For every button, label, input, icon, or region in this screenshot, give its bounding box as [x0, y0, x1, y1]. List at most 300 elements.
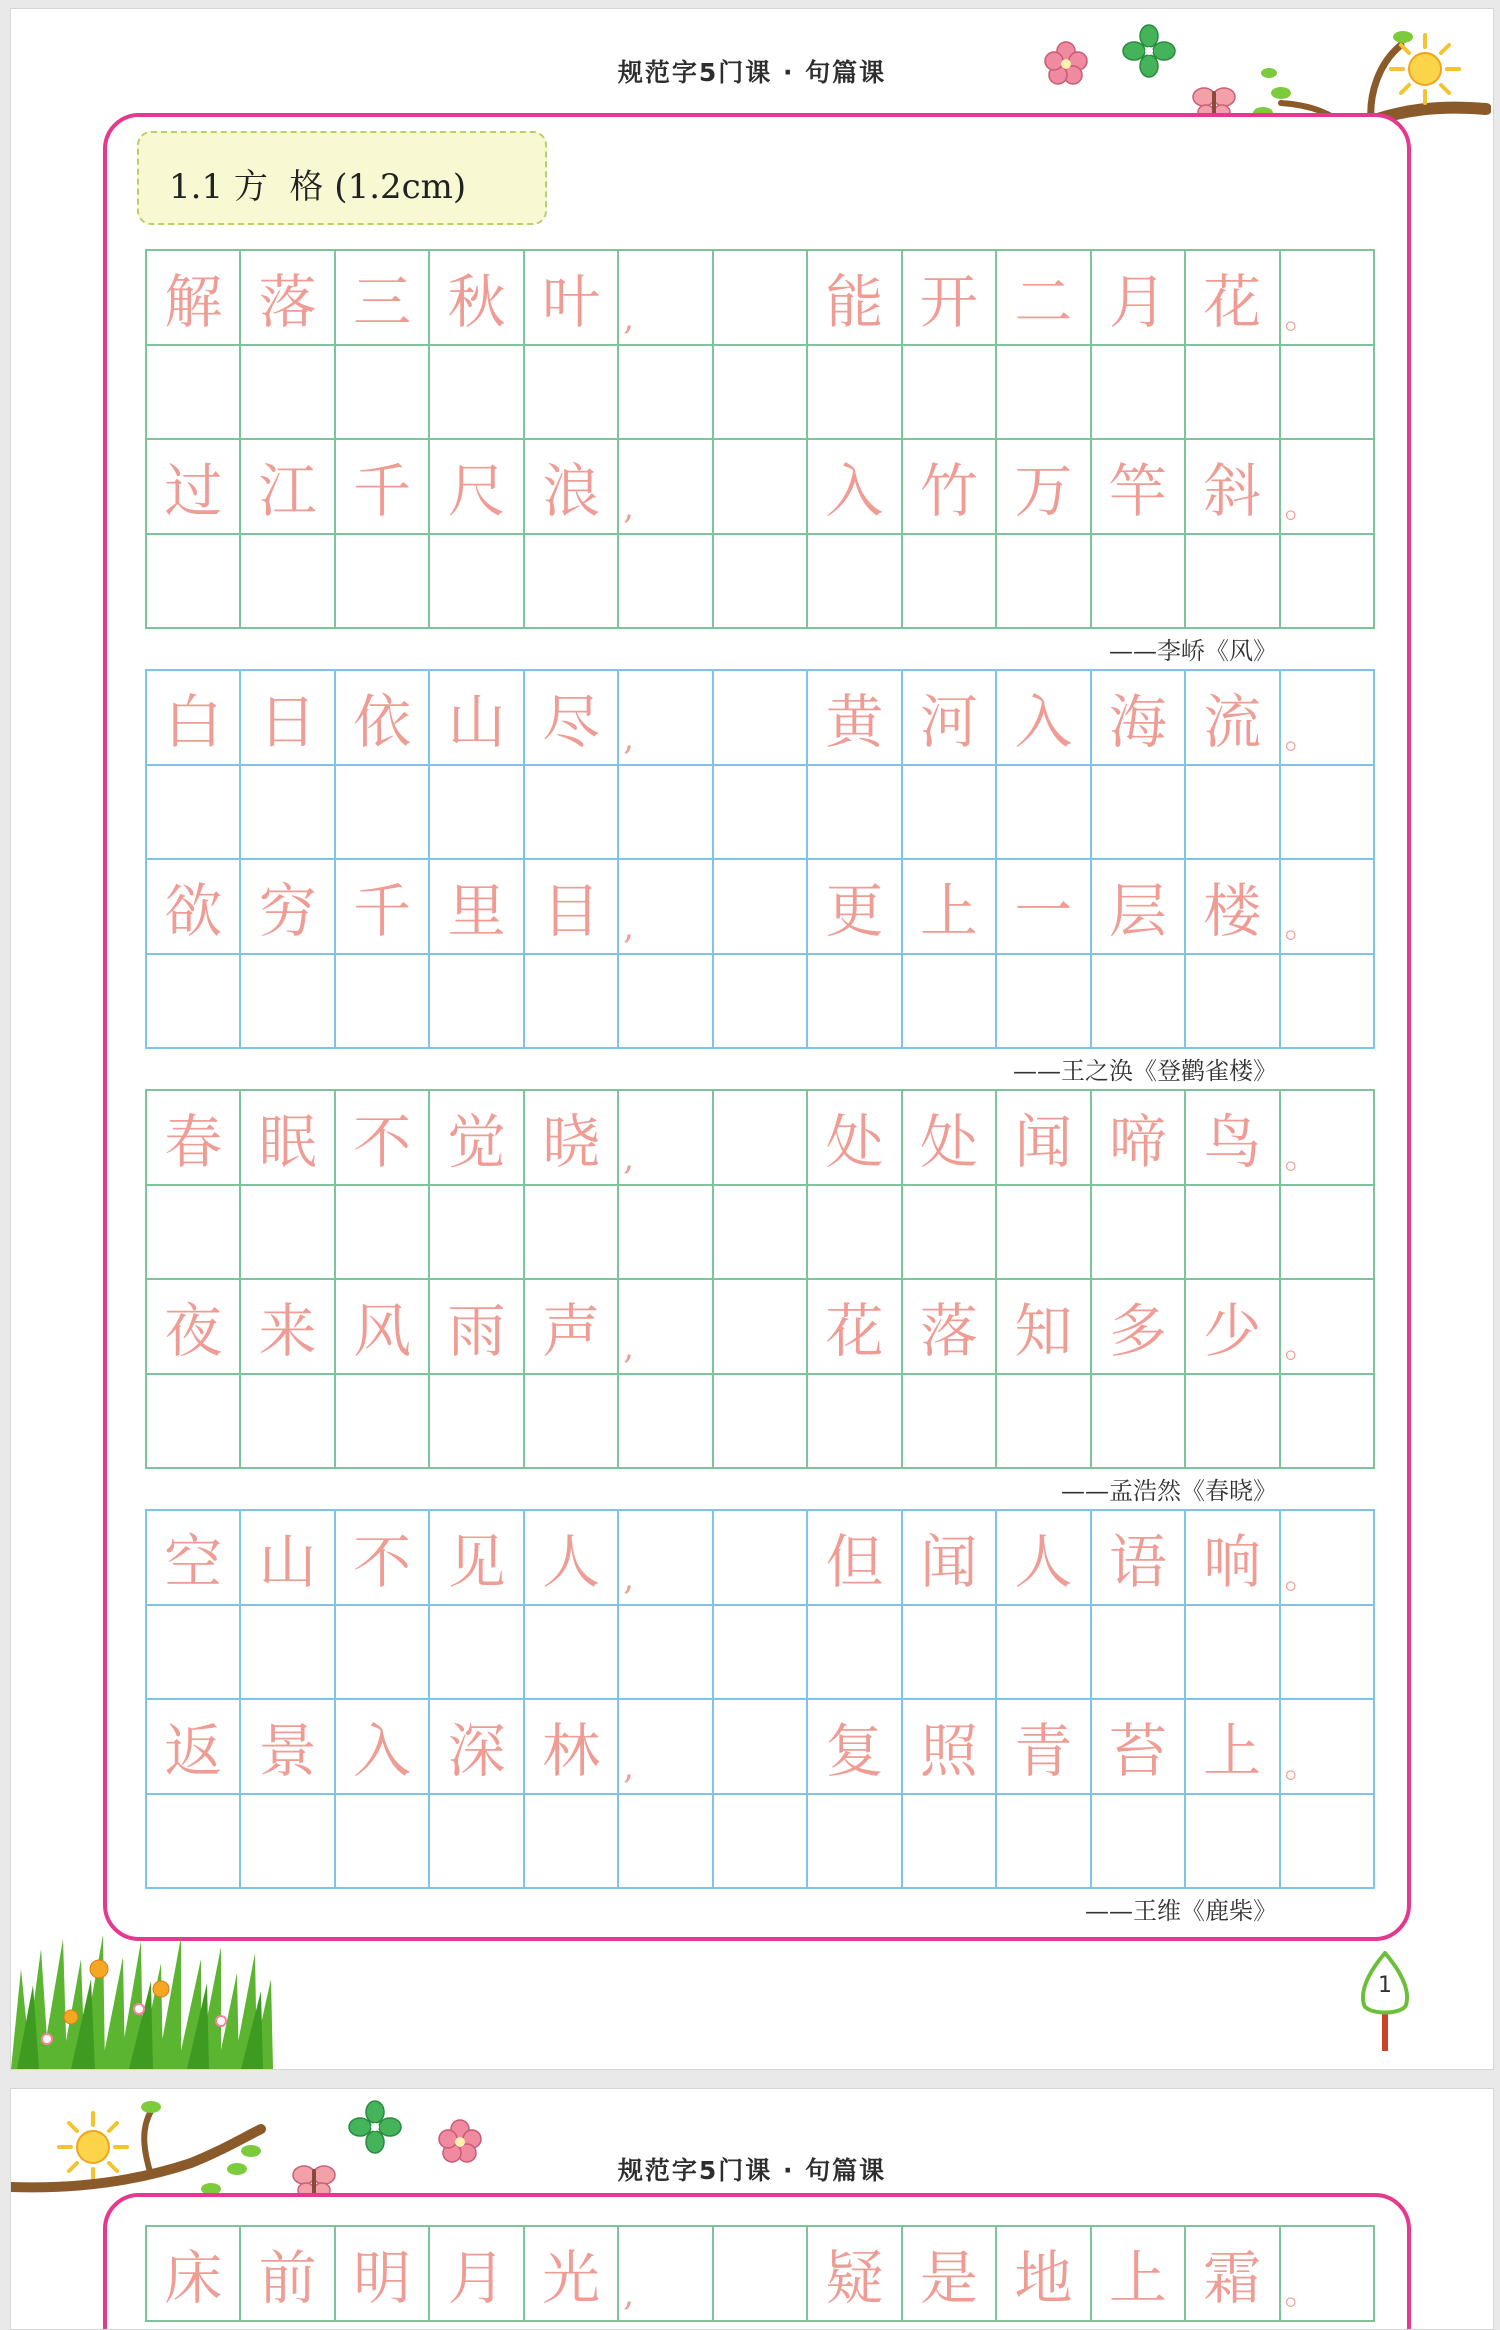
practice-cell[interactable] — [714, 1795, 808, 1890]
practice-cell[interactable] — [147, 251, 241, 346]
trace-character: 闻 — [919, 1528, 978, 1597]
trace-character — [714, 1700, 806, 1793]
practice-cell[interactable] — [714, 2227, 808, 2322]
trace-character: 来 — [258, 1297, 317, 1366]
practice-cell[interactable] — [1281, 955, 1375, 1050]
practice-cell[interactable] — [336, 2227, 430, 2322]
page-header-title: 规范字5门课 · 句篇课 — [617, 58, 887, 87]
trace-character: , — [623, 486, 635, 527]
practice-cell[interactable] — [903, 1606, 997, 1701]
practice-cell[interactable] — [997, 671, 1091, 766]
trace-character: 穷 — [258, 877, 317, 946]
trace-character: 。 — [1284, 1325, 1319, 1366]
practice-cell[interactable] — [1186, 1795, 1280, 1890]
clover-icon — [1121, 23, 1177, 79]
practice-cell[interactable] — [619, 346, 713, 441]
trace-character: 花 — [1203, 268, 1262, 337]
grass-icon — [11, 1929, 281, 2069]
practice-cell[interactable] — [619, 1795, 713, 1890]
practice-cell[interactable] — [1092, 1795, 1186, 1890]
practice-cell[interactable] — [1281, 1511, 1375, 1606]
trace-character: 。 — [1284, 1136, 1319, 1177]
practice-cell[interactable] — [525, 955, 619, 1050]
trace-character: 入 — [353, 1717, 412, 1786]
practice-cell[interactable] — [336, 1375, 430, 1470]
practice-cell[interactable] — [1186, 346, 1280, 441]
practice-cell[interactable] — [147, 955, 241, 1050]
practice-cell[interactable] — [241, 440, 335, 535]
practice-cell[interactable] — [1092, 766, 1186, 861]
practice-cell[interactable] — [147, 671, 241, 766]
trace-character: 日 — [258, 688, 317, 757]
trace-character: 觉 — [447, 1108, 506, 1177]
practice-cell[interactable] — [147, 1375, 241, 1470]
practice-cell[interactable] — [336, 346, 430, 441]
practice-cell[interactable] — [430, 860, 524, 955]
practice-cell[interactable] — [147, 860, 241, 955]
trace-character: 入 — [825, 457, 884, 526]
practice-cell[interactable] — [525, 1091, 619, 1186]
practice-cell[interactable] — [903, 251, 997, 346]
practice-cell[interactable] — [714, 955, 808, 1050]
trace-character: 景 — [258, 1717, 317, 1786]
practice-cell[interactable] — [430, 1700, 524, 1795]
practice-cell[interactable] — [1186, 671, 1280, 766]
practice-cell[interactable] — [1281, 671, 1375, 766]
practice-cell[interactable] — [997, 346, 1091, 441]
practice-cell[interactable] — [1092, 955, 1186, 1050]
trace-character: 明 — [353, 2244, 412, 2313]
practice-cell[interactable] — [619, 1606, 713, 1701]
practice-cell[interactable] — [1186, 440, 1280, 535]
practice-cell[interactable] — [430, 671, 524, 766]
practice-cell[interactable] — [808, 2227, 902, 2322]
trace-character: 是 — [919, 2244, 978, 2313]
practice-cell[interactable] — [1281, 766, 1375, 861]
trace-character: 海 — [1108, 688, 1167, 757]
practice-cell[interactable] — [430, 1375, 524, 1470]
practice-cell[interactable] — [808, 346, 902, 441]
practice-cell[interactable] — [1092, 1511, 1186, 1606]
practice-cell[interactable] — [997, 1186, 1091, 1281]
practice-cell[interactable] — [808, 671, 902, 766]
writing-grid-poem-5 — [145, 2225, 1375, 2322]
tree-icon — [1356, 1951, 1414, 2051]
practice-cell[interactable] — [1092, 1091, 1186, 1186]
practice-cell[interactable] — [525, 251, 619, 346]
practice-cell[interactable] — [241, 1280, 335, 1375]
practice-cell[interactable] — [336, 766, 430, 861]
practice-cell[interactable] — [714, 535, 808, 630]
practice-cell[interactable] — [714, 1375, 808, 1470]
trace-character: 鸟 — [1203, 1108, 1262, 1177]
practice-cell[interactable] — [1092, 535, 1186, 630]
practice-cell[interactable] — [903, 1091, 997, 1186]
trace-character: 但 — [825, 1528, 884, 1597]
practice-cell[interactable] — [903, 1375, 997, 1470]
practice-cell[interactable] — [241, 1091, 335, 1186]
trace-character: 月 — [447, 2244, 506, 2313]
practice-cell[interactable] — [336, 860, 430, 955]
practice-cell[interactable] — [619, 1511, 713, 1606]
practice-cell[interactable] — [336, 251, 430, 346]
trace-character — [714, 1511, 806, 1604]
practice-cell[interactable] — [430, 1511, 524, 1606]
trace-character: 千 — [353, 457, 412, 526]
practice-cell[interactable] — [1092, 1186, 1186, 1281]
practice-cell[interactable] — [336, 1795, 430, 1890]
practice-cell[interactable] — [241, 2227, 335, 2322]
practice-cell[interactable] — [336, 1280, 430, 1375]
practice-cell[interactable] — [997, 860, 1091, 955]
practice-cell[interactable] — [241, 1511, 335, 1606]
trace-character: 人 — [542, 1528, 601, 1597]
trace-character: 欲 — [164, 877, 223, 946]
practice-cell[interactable] — [430, 955, 524, 1050]
practice-cell[interactable] — [1186, 860, 1280, 955]
practice-cell[interactable] — [1281, 2227, 1375, 2322]
practice-cell[interactable] — [147, 440, 241, 535]
practice-cell[interactable] — [1186, 955, 1280, 1050]
writing-grid-poem-2 — [145, 669, 1375, 1049]
trace-character: 眠 — [258, 1108, 317, 1177]
practice-cell[interactable] — [241, 1375, 335, 1470]
practice-cell[interactable] — [1281, 1280, 1375, 1375]
practice-cell[interactable] — [997, 1606, 1091, 1701]
practice-cell[interactable] — [336, 1606, 430, 1701]
trace-character: 处 — [919, 1108, 978, 1177]
practice-cell[interactable] — [525, 1186, 619, 1281]
practice-cell[interactable] — [997, 955, 1091, 1050]
practice-cell[interactable] — [1186, 1280, 1280, 1375]
practice-cell[interactable] — [808, 1795, 902, 1890]
practice-cell[interactable] — [997, 1795, 1091, 1890]
practice-cell[interactable] — [525, 1511, 619, 1606]
trace-character: 苔 — [1108, 1717, 1167, 1786]
practice-cell[interactable] — [619, 860, 713, 955]
practice-cell[interactable] — [241, 1606, 335, 1701]
poem-attribution: ——孟浩然《春晓》 — [1061, 1477, 1277, 1505]
practice-cell[interactable] — [808, 766, 902, 861]
trace-character: 二 — [1014, 268, 1073, 337]
practice-cell[interactable] — [525, 766, 619, 861]
practice-cell[interactable] — [714, 440, 808, 535]
practice-cell[interactable] — [430, 346, 524, 441]
practice-cell[interactable] — [147, 1091, 241, 1186]
practice-cell[interactable] — [997, 1375, 1091, 1470]
practice-cell[interactable] — [997, 440, 1091, 535]
practice-cell[interactable] — [714, 1511, 808, 1606]
trace-character: 山 — [447, 688, 506, 757]
practice-cell[interactable] — [1186, 1375, 1280, 1470]
practice-cell[interactable] — [147, 535, 241, 630]
practice-cell[interactable] — [619, 2227, 713, 2322]
practice-cell[interactable] — [1092, 251, 1186, 346]
practice-cell[interactable] — [808, 1280, 902, 1375]
practice-cell[interactable] — [619, 766, 713, 861]
practice-cell[interactable] — [1092, 1700, 1186, 1795]
trace-character: 秋 — [447, 268, 506, 337]
trace-character: 。 — [1284, 716, 1319, 757]
practice-cell[interactable] — [525, 2227, 619, 2322]
practice-cell[interactable] — [808, 440, 902, 535]
practice-cell[interactable] — [1186, 251, 1280, 346]
practice-cell[interactable] — [1092, 860, 1186, 955]
trace-character: , — [623, 1137, 635, 1178]
practice-cell[interactable] — [336, 1091, 430, 1186]
practice-cell[interactable] — [619, 1091, 713, 1186]
practice-cell[interactable] — [903, 1280, 997, 1375]
practice-cell[interactable] — [1186, 1186, 1280, 1281]
trace-character: 千 — [353, 877, 412, 946]
trace-character — [714, 2227, 806, 2320]
practice-cell[interactable] — [336, 1186, 430, 1281]
practice-cell[interactable] — [241, 955, 335, 1050]
practice-cell[interactable] — [147, 2227, 241, 2322]
practice-cell[interactable] — [241, 535, 335, 630]
practice-cell[interactable] — [430, 1795, 524, 1890]
practice-cell[interactable] — [714, 766, 808, 861]
practice-cell[interactable] — [808, 1091, 902, 1186]
practice-cell[interactable] — [997, 1091, 1091, 1186]
practice-cell[interactable] — [1186, 766, 1280, 861]
practice-cell[interactable] — [808, 1700, 902, 1795]
practice-cell[interactable] — [430, 440, 524, 535]
practice-cell[interactable] — [903, 346, 997, 441]
practice-cell[interactable] — [808, 1511, 902, 1606]
practice-cell[interactable] — [714, 251, 808, 346]
practice-cell[interactable] — [1186, 535, 1280, 630]
trace-character: 啼 — [1108, 1108, 1167, 1177]
practice-cell[interactable] — [525, 346, 619, 441]
trace-character: 山 — [258, 1528, 317, 1597]
trace-character: 解 — [164, 268, 223, 337]
trace-character — [714, 671, 806, 764]
practice-cell[interactable] — [619, 671, 713, 766]
practice-cell[interactable] — [714, 1280, 808, 1375]
practice-cell[interactable] — [241, 251, 335, 346]
practice-cell[interactable] — [1092, 1280, 1186, 1375]
trace-character: , — [623, 2273, 635, 2314]
practice-cell[interactable] — [808, 251, 902, 346]
trace-character: 响 — [1203, 1528, 1262, 1597]
trace-character: 。 — [1284, 2272, 1319, 2313]
practice-cell[interactable] — [147, 346, 241, 441]
practice-cell[interactable] — [903, 2227, 997, 2322]
practice-cell[interactable] — [430, 1186, 524, 1281]
practice-cell[interactable] — [1281, 860, 1375, 955]
flower-icon — [1041, 39, 1091, 89]
practice-cell[interactable] — [525, 1700, 619, 1795]
practice-cell[interactable] — [1092, 1606, 1186, 1701]
trace-character: 上 — [919, 877, 978, 946]
practice-cell[interactable] — [1281, 1795, 1375, 1890]
trace-character — [714, 1091, 806, 1184]
trace-character — [714, 251, 806, 344]
page-number-badge — [1356, 1951, 1414, 2051]
trace-character: 过 — [164, 457, 223, 526]
practice-cell[interactable] — [241, 860, 335, 955]
practice-cell[interactable] — [903, 766, 997, 861]
practice-cell[interactable] — [714, 1091, 808, 1186]
trace-character: 竹 — [919, 457, 978, 526]
practice-cell[interactable] — [619, 1280, 713, 1375]
practice-cell[interactable] — [241, 1700, 335, 1795]
practice-cell[interactable] — [336, 671, 430, 766]
practice-cell[interactable] — [1092, 440, 1186, 535]
trace-character — [714, 860, 806, 953]
practice-cell[interactable] — [147, 1606, 241, 1701]
practice-cell[interactable] — [1186, 1511, 1280, 1606]
trace-character: 更 — [825, 877, 884, 946]
practice-cell[interactable] — [430, 535, 524, 630]
trace-character: 开 — [919, 268, 978, 337]
practice-cell[interactable] — [714, 1700, 808, 1795]
practice-cell[interactable] — [997, 1280, 1091, 1375]
practice-cell[interactable] — [1281, 1700, 1375, 1795]
practice-cell[interactable] — [808, 860, 902, 955]
trace-character: 能 — [825, 268, 884, 337]
practice-cell[interactable] — [997, 1511, 1091, 1606]
trace-character: 叶 — [542, 268, 601, 337]
practice-cell[interactable] — [336, 440, 430, 535]
practice-cell[interactable] — [1281, 1186, 1375, 1281]
practice-cell[interactable] — [525, 535, 619, 630]
practice-cell[interactable] — [619, 1186, 713, 1281]
practice-cell[interactable] — [430, 1091, 524, 1186]
practice-cell[interactable] — [903, 671, 997, 766]
practice-cell[interactable] — [430, 2227, 524, 2322]
practice-cell[interactable] — [241, 1186, 335, 1281]
trace-character: 人 — [1014, 1528, 1073, 1597]
practice-cell[interactable] — [997, 251, 1091, 346]
practice-cell[interactable] — [1092, 671, 1186, 766]
practice-cell[interactable] — [714, 346, 808, 441]
practice-cell[interactable] — [525, 671, 619, 766]
practice-cell[interactable] — [619, 251, 713, 346]
practice-cell[interactable] — [336, 1511, 430, 1606]
practice-cell[interactable] — [903, 535, 997, 630]
practice-cell[interactable] — [714, 1606, 808, 1701]
practice-cell[interactable] — [430, 251, 524, 346]
practice-cell[interactable] — [619, 535, 713, 630]
trace-character: , — [623, 717, 635, 758]
practice-cell[interactable] — [336, 535, 430, 630]
practice-cell[interactable] — [1186, 2227, 1280, 2322]
practice-cell[interactable] — [1092, 346, 1186, 441]
practice-cell[interactable] — [147, 1280, 241, 1375]
practice-cell[interactable] — [903, 1795, 997, 1890]
practice-cell[interactable] — [336, 955, 430, 1050]
practice-cell[interactable] — [1092, 2227, 1186, 2322]
page-header-title: 规范字5门课 · 句篇课 — [617, 2156, 887, 2185]
trace-character: 。 — [1284, 1745, 1319, 1786]
practice-cell[interactable] — [1281, 1091, 1375, 1186]
practice-cell[interactable] — [1186, 1700, 1280, 1795]
practice-cell[interactable] — [430, 766, 524, 861]
practice-cell[interactable] — [147, 1511, 241, 1606]
practice-cell[interactable] — [808, 535, 902, 630]
practice-cell[interactable] — [997, 535, 1091, 630]
practice-cell[interactable] — [1281, 251, 1375, 346]
practice-cell[interactable] — [430, 1280, 524, 1375]
practice-cell[interactable] — [997, 766, 1091, 861]
trace-character: 疑 — [825, 2244, 884, 2313]
practice-cell[interactable] — [808, 1186, 902, 1281]
practice-cell[interactable] — [997, 1700, 1091, 1795]
practice-cell[interactable] — [714, 671, 808, 766]
practice-cell[interactable] — [1092, 1375, 1186, 1470]
practice-cell[interactable] — [147, 1700, 241, 1795]
practice-cell[interactable] — [336, 1700, 430, 1795]
practice-cell[interactable] — [619, 440, 713, 535]
trace-character: 知 — [1014, 1297, 1073, 1366]
practice-cell[interactable] — [1281, 1375, 1375, 1470]
practice-cell[interactable] — [241, 671, 335, 766]
practice-cell[interactable] — [903, 955, 997, 1050]
practice-cell[interactable] — [525, 1795, 619, 1890]
practice-cell[interactable] — [525, 1375, 619, 1470]
practice-cell[interactable] — [430, 1606, 524, 1701]
practice-cell[interactable] — [1281, 346, 1375, 441]
practice-cell[interactable] — [147, 1795, 241, 1890]
practice-cell[interactable] — [525, 860, 619, 955]
trace-character: 夜 — [164, 1297, 223, 1366]
practice-cell[interactable] — [903, 860, 997, 955]
practice-cell[interactable] — [147, 1186, 241, 1281]
practice-cell[interactable] — [1281, 535, 1375, 630]
practice-cell[interactable] — [903, 1511, 997, 1606]
trace-character: , — [623, 1746, 635, 1787]
practice-cell[interactable] — [808, 1375, 902, 1470]
practice-cell[interactable] — [525, 440, 619, 535]
practice-cell[interactable] — [903, 1700, 997, 1795]
trace-character: 依 — [353, 688, 412, 757]
trace-character — [714, 1280, 806, 1373]
practice-cell[interactable] — [525, 1606, 619, 1701]
practice-cell[interactable] — [1186, 1091, 1280, 1186]
trace-character: 语 — [1108, 1528, 1167, 1597]
trace-character: 楼 — [1203, 877, 1262, 946]
trace-character: 照 — [919, 1717, 978, 1786]
poem-attribution: ——王之涣《登鹳雀楼》 — [1013, 1057, 1277, 1085]
practice-cell[interactable] — [619, 955, 713, 1050]
trace-character: 复 — [825, 1717, 884, 1786]
practice-cell[interactable] — [241, 1795, 335, 1890]
practice-cell[interactable] — [525, 1280, 619, 1375]
practice-cell[interactable] — [1281, 1606, 1375, 1701]
practice-cell[interactable] — [714, 1186, 808, 1281]
trace-character: , — [623, 1557, 635, 1598]
practice-cell[interactable] — [619, 1375, 713, 1470]
trace-character: 入 — [1014, 688, 1073, 757]
practice-cell[interactable] — [1186, 1606, 1280, 1701]
practice-cell[interactable] — [714, 860, 808, 955]
practice-cell[interactable] — [1281, 440, 1375, 535]
practice-cell[interactable] — [808, 955, 902, 1050]
practice-cell[interactable] — [619, 1700, 713, 1795]
practice-cell[interactable] — [808, 1606, 902, 1701]
practice-cell[interactable] — [241, 346, 335, 441]
practice-cell[interactable] — [147, 766, 241, 861]
practice-cell[interactable] — [241, 766, 335, 861]
worksheet-page — [10, 8, 1494, 2070]
practice-cell[interactable] — [903, 1186, 997, 1281]
trace-character: 多 — [1108, 1297, 1167, 1366]
practice-cell[interactable] — [997, 2227, 1091, 2322]
practice-cell[interactable] — [903, 440, 997, 535]
writing-grid-poem-4 — [145, 1509, 1375, 1889]
